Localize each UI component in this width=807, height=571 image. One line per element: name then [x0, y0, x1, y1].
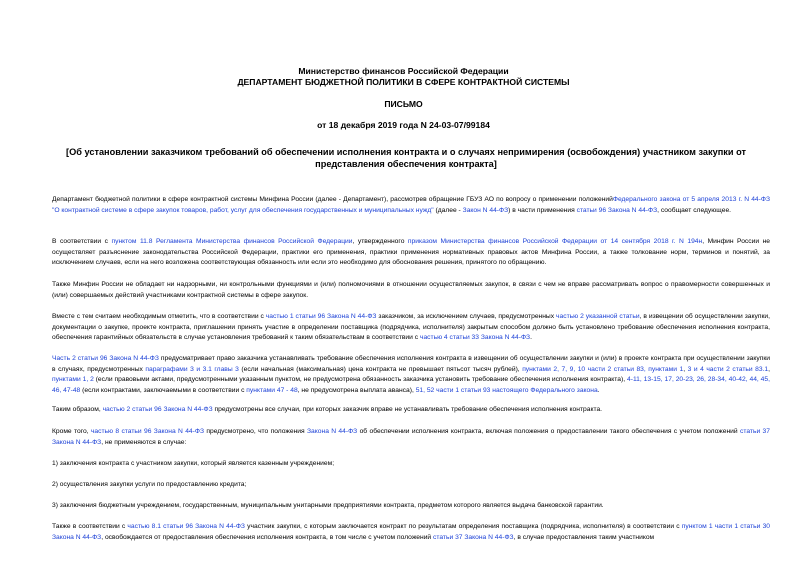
- link-part4-art33[interactable]: частью 4 статьи 33 Закона N 44-ФЗ: [419, 334, 531, 342]
- paragraph-6: Таким образом, частью 2 статьи 96 Закона N 44-ФЗ предусмотрены все случаи, при которых заказчик вправе не устанавливать требование обеспечения исполнения контракта.: [52, 406, 603, 413]
- link-law-44fz-b[interactable]: Закона N 44-ФЗ: [307, 428, 358, 435]
- paragraph-4: Вместе с тем считаем необходимым отметить, что в соответствии с частью 1 статьи 96 Закона N 44-ФЗ заказчиком, за исключением случаев, предусмотренных частью 2 указанной статьи, в извещении об осуществлении закупки, документации о закупке, проекте контракта, приглашении принять участие в определении поставщика (подрядчика, исполнителя) закрытым способом должно быть установлено требование обеспечения исполнения контракта, обеспечения гарантийных обязательств в случае установления требований к таким обязательствам в соответствии с частью 4 статьи 33 Закона N 44-ФЗ.: [52, 313, 770, 342]
- paragraph-2: В соответствии с пунктом 11.8 Регламента Министерства финансов Российской Федерации, утвержденного приказом Министерства финансов Российской Федерации от 14 сентября 2018 г. N 194н, Минфин России не осуществляет разъяснение законодательства Российской Федерации, практики его применения, практики применения нормативных правовых актов Минфина России, а также толкование норм, терминов и понятий, за исключением случаев, если на него возложена соответствующая обязанность или если это необходимо для обоснования решения, принятого по обращению.: [52, 238, 770, 267]
- link-points-1-2[interactable]: 4-11, 13-15, 17, 20-23, 26, 28-34, 40-42, 44, 45, 46, 47-48: [52, 376, 770, 394]
- doc-date-number: от 18 декабря 2019 года N 24-03-07/99184: [317, 120, 490, 130]
- link-paragraphs-3-31[interactable]: параграфами 3 и 3.1 главы 3: [145, 365, 239, 373]
- link-article-96[interactable]: статьи 96 Закона N 44-ФЗ: [576, 206, 658, 214]
- link-points-2-7-9[interactable]: пунктами 2, 7, 9, 10 части 2 статьи 83, пунктами 1: [522, 365, 684, 373]
- list-item-1: 1) заключения контракта с участником закупки, который является казенным учреждением;: [52, 460, 335, 467]
- department-name: ДЕПАРТАМЕНТ БЮДЖЕТНОЙ ПОЛИТИКИ В СФЕРЕ КОНТРАКТНОЙ СИСТЕМЫ: [237, 77, 570, 87]
- ministry-name: Министерство финансов Российской Федерации: [298, 66, 509, 76]
- link-part2-art96[interactable]: Часть 2 статьи 96 Закона N 44-ФЗ: [52, 355, 159, 362]
- paragraph-5: Часть 2 статьи 96 Закона N 44-ФЗ предусматривает право заказчика устанавливать требование обеспечения исполнения контракта в извещении об осуществлении закупки и (или) в проекте контракта при осуществлении закупки в случаях, предусмотренных параграфами 3 и 3.1 главы 3 (если начальная (максимальная) цена контракта не превышает пятьсот тысяч рублей), пунктами 2, 7, 9, 10 части 2 статьи 83, пунктами 1, 3 и 4 части 2 статьи 83.1, пунктами 1, 2 (если правовыми актами, предусмотренными указанным пунктом, не предусмотрена обязанность заказчика установить требование обеспечения исполнения контракта), 4-11, 13-15, 17, 20-23, 26, 28-34, 40-42, 44, 45, 46, 47-48 (если контрактами, заключаемыми в соответствии с пунктами 47 - 48, не предусмотрена выплата аванса), 51, 52 части 1 статьи 93 настоящего Федерального закона.: [52, 355, 770, 394]
- link-points-47-48[interactable]: 51, 52 части 1 статьи 93: [415, 386, 491, 394]
- link-part1-art93[interactable]: настоящего Федерального закона: [490, 386, 598, 394]
- paragraph-8: Также в соответствии с частью 8.1 статьи 96 Закона N 44-ФЗ участник закупки, с которым заключается контракт по результатам определения поставщика (подрядчика, исполнителя) в соответствии с пунктом 1 части 1 статьи 30 Закона N 44-ФЗ, освобождается от предоставления обеспечения исполнения контракта, в том числе с учетом положений статьи 37 Закона N 44-ФЗ, в случае предоставления таким участником: [52, 523, 771, 541]
- link-point1-part1-art30[interactable]: пунктом 1 части 1 статьи 30 Закона N 44-ФЗ: [52, 523, 771, 541]
- doc-type: ПИСЬМО: [384, 99, 423, 109]
- link-law-44fz-short[interactable]: Закон N 44-ФЗ: [462, 206, 509, 214]
- paragraph-7: Кроме того, частью 8 статьи 96 Закона N 44-ФЗ предусмотрено, что положения Закона N 44-ФЗ об обеспечении исполнения контракта, включая положения о предоставлении такого обеспечения с учетом положений статьи 37 Закона N 44-ФЗ, не применяются в случае:: [52, 428, 770, 446]
- link-part2-art96-b[interactable]: частью 2 статьи 96 Закона N 44-ФЗ: [102, 406, 213, 413]
- link-points-4-11[interactable]: пунктами 47 - 48: [246, 386, 298, 394]
- link-part2-art[interactable]: частью 2 указанной статьи: [556, 313, 640, 320]
- link-law-44fz[interactable]: Федерального закона от 5 апреля 2013 г. N 44-ФЗ "О контрактной системе в сфере закупок товаров, работ, услуг для обеспечения государственных и муниципальных нужд": [52, 196, 770, 214]
- link-part1-art96[interactable]: частью 1 статьи 96 Закона N 44-ФЗ: [265, 313, 377, 320]
- list-item-2: 2) осуществления закупки услуги по предоставлению кредита;: [52, 481, 247, 488]
- doc-title: [Об установлении заказчиком требований об обеспечении исполнения контракта и о случаях непримирения (освобождения) участником закупки от представления обеспечения контракта]: [66, 147, 746, 169]
- link-art37-b[interactable]: статьи 37 Закона N 44-ФЗ: [433, 533, 514, 541]
- link-order[interactable]: приказом Министерства финансов Российской Федерации от 14 сентября 2018 г. N 194н: [407, 238, 703, 245]
- link-part4-art83[interactable]: пунктами 1, 2: [52, 376, 94, 384]
- link-part8-1-art96[interactable]: частью 8.1 статьи 96 Закона N 44-ФЗ: [127, 523, 245, 530]
- list-item-3: 3) заключения бюджетным учреждением, государственным, муниципальным унитарными предприятиями контракта, предметом которого является выдача банковской гарантии.: [52, 502, 604, 509]
- link-part8-art96[interactable]: частью 8 статьи 96 Закона N 44-ФЗ: [90, 428, 204, 435]
- paragraph-3: Также Минфин России не обладает ни надзорными, ни контрольными функциями и (или) полномочиями в отношении осуществляемых закупок, в связи с чем не вправе рассматривать вопрос о правомерности совершенных и (или) совершаемых действий участниками контрактной системы в сфере закупок.: [52, 281, 770, 299]
- paragraph-1: Департамент бюджетной политики в сфере контрактной системы Минфина России (далее - Департамент), рассмотрев обращение ГБУЗ АО по вопросу о применении положенийФедерального закона от 5 апреля 2013 г. N 44-ФЗ "О контрактной системе в сфере закупок товаров, работ, услуг для обеспечения государственных и муниципальных нужд" (далее - Закон N 44-ФЗ) в части применения статьи 96 Закона N 44-ФЗ, сообщает следующее.: [52, 196, 770, 214]
- link-reglament[interactable]: пунктом 11.8 Регламента Министерства финансов Российской Федерации: [111, 238, 353, 245]
- link-art37[interactable]: статьи 37 Закона N 44-ФЗ: [52, 428, 770, 446]
- link-point-1[interactable]: 3 и 4 части 2 статьи 83.1: [687, 365, 769, 373]
